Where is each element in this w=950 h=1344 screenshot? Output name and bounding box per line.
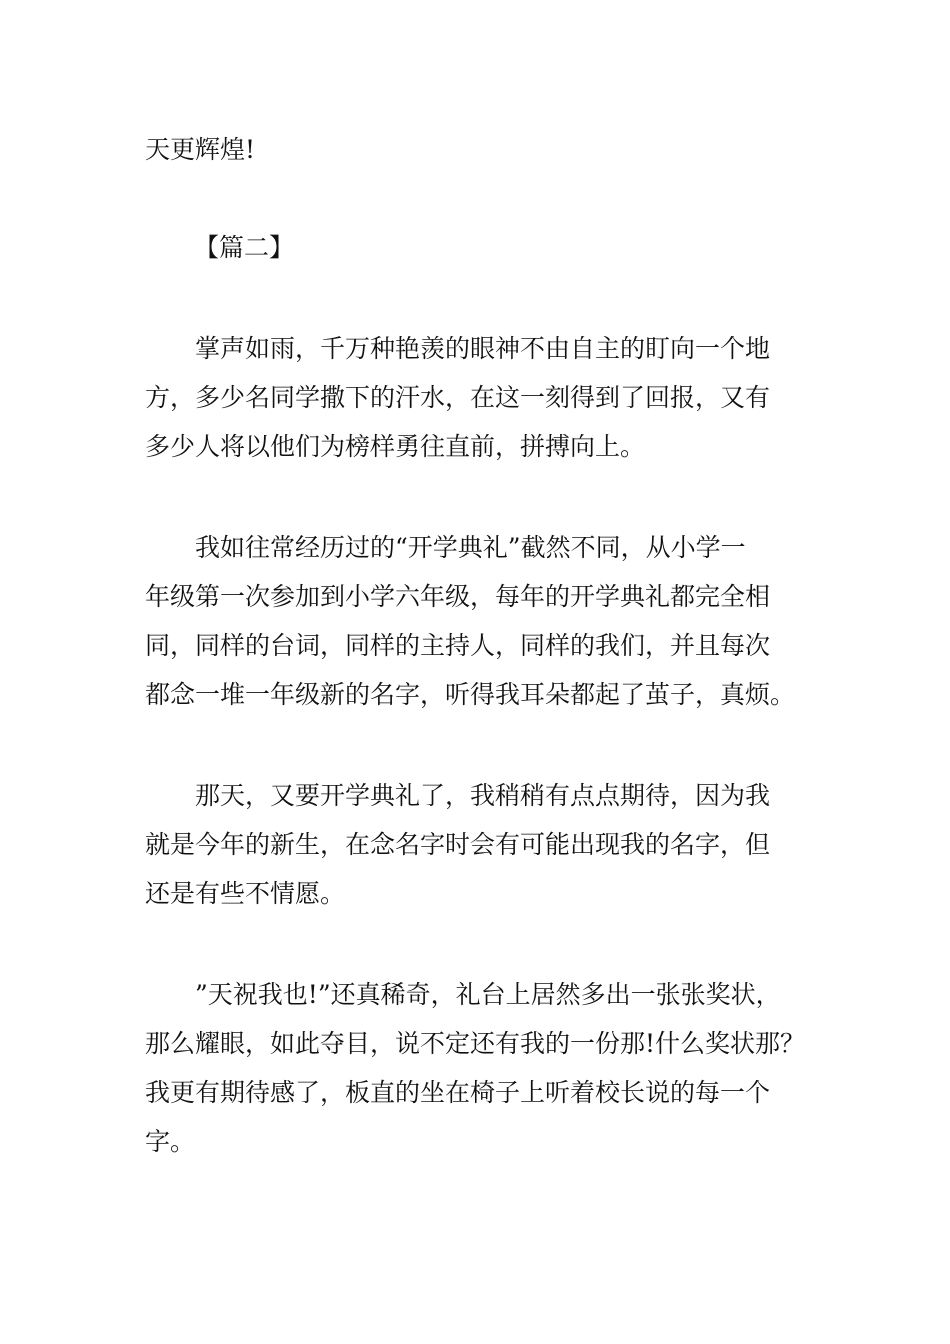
paragraph-line: 方，多少名同学撒下的汗水，在这一刻得到了回报，又有 <box>145 383 771 412</box>
paragraph-line: 我如往常经历过的“开学典礼”截然不同，从小学一 <box>195 533 746 562</box>
paragraph-line: 年级第一次参加到小学六年级，每年的开学典礼都完全相 <box>145 582 771 611</box>
paragraph-line: 还是有些不情愿。 <box>145 879 346 908</box>
paragraph-line: 多少人将以他们为榜样勇往直前，拼搏向上。 <box>145 432 646 461</box>
paragraph-line: 就是今年的新生，在念名字时会有可能出现我的名字，但 <box>145 830 771 859</box>
continuation-text: 天更辉煌! <box>145 135 256 164</box>
paragraph-line: 字。 <box>145 1127 196 1156</box>
paragraph-line: 掌声如雨，千万种艳羡的眼神不由自主的盯向一个地 <box>195 334 771 363</box>
paragraph-line: 那么耀眼，如此夺目，说不定还有我的一份那!什么奖状那？ <box>145 1029 806 1058</box>
paragraph-line: 同，同样的台词，同样的主持人，同样的我们，并且每次 <box>145 631 771 660</box>
section-heading: 【篇二】 <box>194 233 295 262</box>
paragraph-line: 都念一堆一年级新的名字，听得我耳朵都起了茧子，真烦。 <box>145 680 796 709</box>
paragraph-line: 那天，又要开学典礼了，我稍稍有点点期待，因为我 <box>195 781 771 810</box>
paragraph-line: 我更有期待感了，板直的坐在椅子上听着校长说的每一个 <box>145 1078 771 1107</box>
paragraph-line: ”天祝我也!”还真稀奇，礼台上居然多出一张张奖状， <box>195 980 781 1009</box>
